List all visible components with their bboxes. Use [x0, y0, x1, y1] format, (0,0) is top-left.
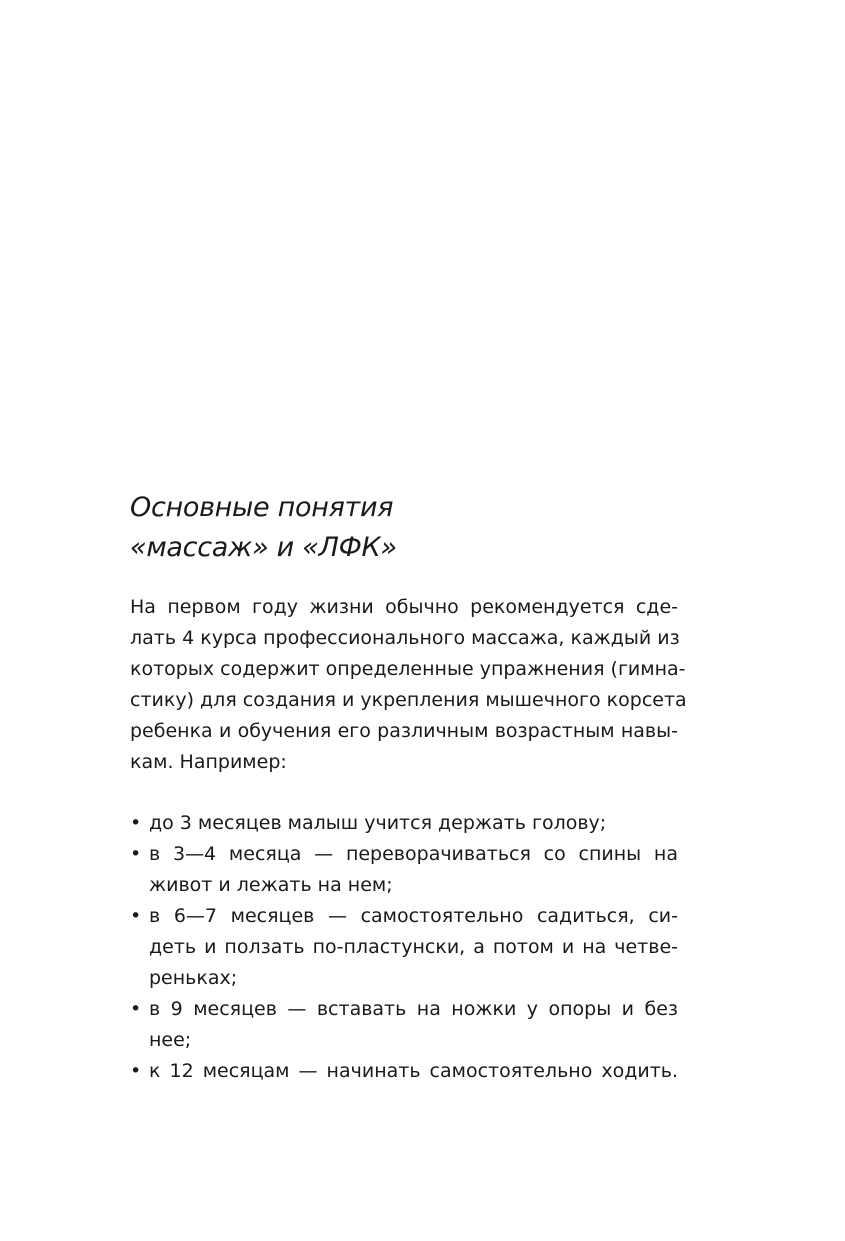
heading-line-1: Основные понятия	[130, 492, 394, 523]
bullet-icon: •	[130, 905, 142, 927]
list-item-line: к 12 месяцам — начинать самостоятельно ходить.	[149, 1060, 678, 1082]
paragraph-line: кам. Например:	[130, 751, 287, 773]
section-heading	[130, 488, 690, 568]
list-item-line: в 9 месяцев — вставать на ножки у опоры и без	[149, 998, 678, 1020]
list-item-line: деть и ползать по-пластунски, а потом и на четве-	[149, 936, 678, 958]
list-item-line: нее;	[149, 1029, 192, 1051]
heading-line-2: «массаж» и «ЛФК»	[130, 532, 397, 563]
milestones-list	[130, 808, 678, 1087]
bullet-icon: •	[130, 998, 142, 1020]
paragraph-line: На первом году жизни обычно рекомендуется сде-	[130, 596, 678, 618]
bullet-icon: •	[130, 1060, 142, 1082]
bullet-icon: •	[130, 843, 142, 865]
list-item-line: в 3—4 месяца — переворачиваться со спины на	[149, 843, 678, 865]
list-item-line: до 3 месяцев малыш учится держать голову;	[149, 812, 607, 834]
paragraph-line: стику) для создания и укрепления мышечного корсета	[130, 689, 687, 711]
list-item	[130, 808, 678, 839]
list-item-line: реньках;	[149, 967, 238, 989]
paragraph-line: лать 4 курса профессионального массажа, каждый из	[130, 627, 680, 649]
paragraph-line: которых содержит определенные упражнения (гимна-	[130, 658, 686, 680]
list-item	[130, 901, 678, 994]
list-item	[130, 994, 678, 1056]
list-item	[130, 839, 678, 901]
intro-paragraph	[130, 592, 687, 778]
list-item-line: в 6—7 месяцев — самостоятельно садиться, си-	[149, 905, 678, 927]
bullet-icon: •	[130, 812, 142, 834]
paragraph-line: ребенка и обучения его различным возрастным навы-	[130, 720, 678, 742]
list-item	[130, 1056, 678, 1087]
list-item-line: живот и лежать на нем;	[149, 874, 393, 896]
